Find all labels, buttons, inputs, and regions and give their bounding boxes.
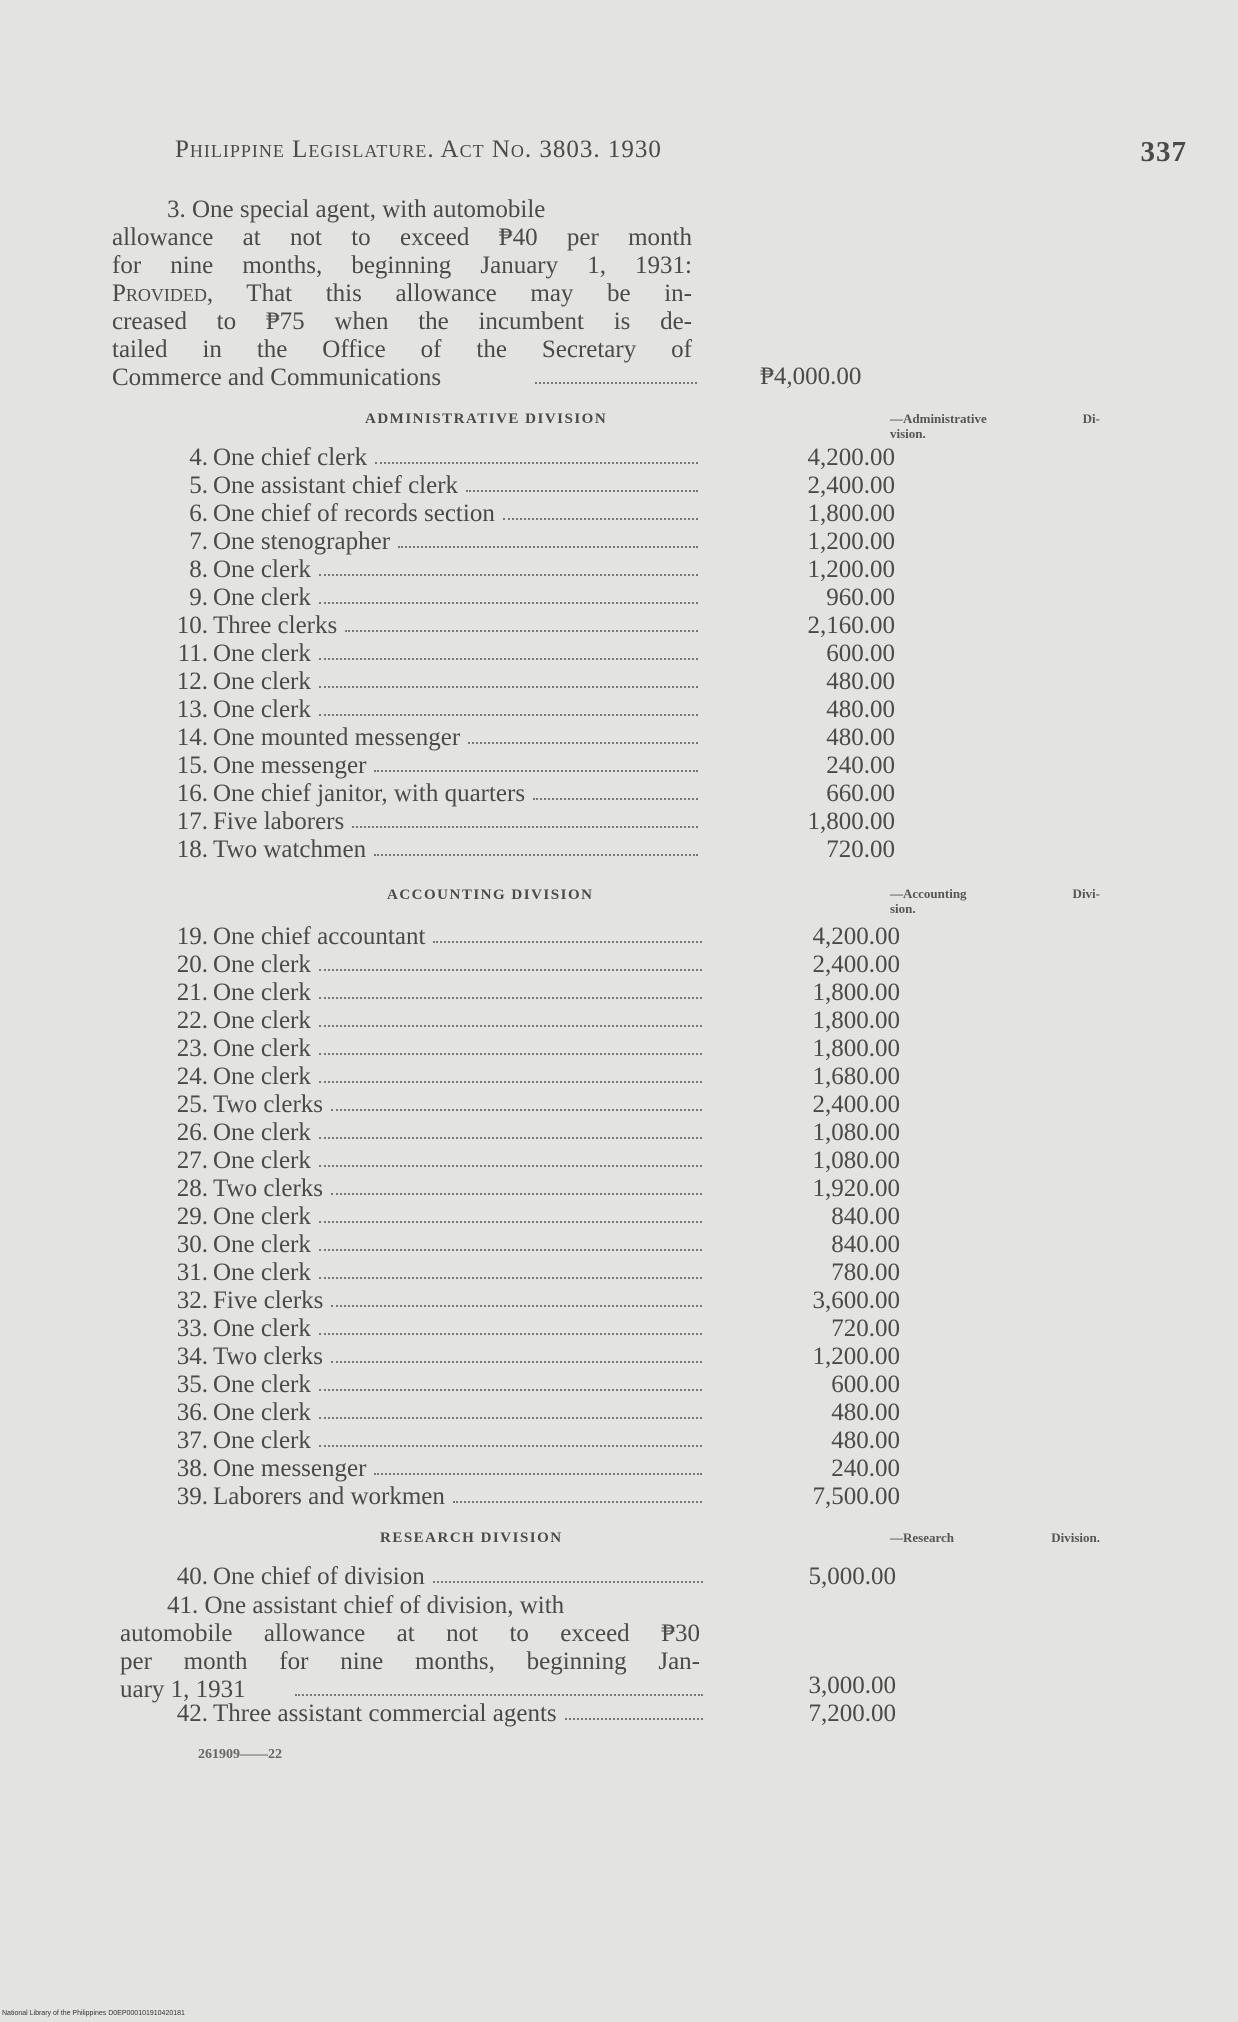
intro-line: allowance at not to exceed ₱40 per month [112, 224, 692, 251]
item-amount: 1,800.00 [812, 979, 900, 1006]
item-amount: 2,160.00 [807, 612, 895, 639]
item-number: 38. [176, 1455, 208, 1482]
intro-line: creased to ₱75 when the incumbent is de- [112, 308, 692, 335]
item41-line: automobile allowance at not to exceed ₱30 [120, 1620, 700, 1647]
item-number: 11. [177, 640, 208, 667]
line-item [150, 780, 900, 808]
item-description: One clerk [213, 584, 311, 611]
item-description: One stenographer [213, 528, 391, 555]
item-amount: 1,800.00 [812, 1007, 900, 1034]
item-number: 31. [176, 1259, 208, 1286]
leader-dots [331, 1305, 702, 1307]
admin-side-note [890, 411, 1100, 441]
line-item [150, 1371, 900, 1399]
line-item [150, 584, 900, 612]
side-note-line: —Research Division. [890, 1530, 1100, 1545]
leader-dots [319, 714, 698, 716]
accounting-side-note [890, 886, 1100, 916]
item-number: 36. [176, 1399, 208, 1426]
item-amount: 1,920.00 [812, 1175, 900, 1202]
item-amount: 4,200.00 [812, 923, 900, 950]
line-item [150, 1175, 900, 1203]
item-description: One mounted messenger [213, 724, 461, 751]
research-side-note [890, 1530, 1100, 1545]
line-item [150, 1119, 900, 1147]
item-description: One clerk [213, 1119, 311, 1146]
line-item [150, 1315, 900, 1343]
item-number: 10. [176, 612, 208, 639]
item-number: 34. [176, 1343, 208, 1370]
leader-dots [319, 574, 698, 576]
leader-dots [565, 1718, 703, 1720]
item-number: 16. [176, 780, 208, 807]
item-description: One assistant chief clerk [213, 472, 459, 499]
item41-amount: 3,000.00 [808, 1672, 896, 1699]
item-description: One clerk [213, 1427, 311, 1454]
item-description: Two watchmen [213, 836, 367, 863]
item-description: Five laborers [213, 808, 345, 835]
line-item [150, 1063, 900, 1091]
line-item [150, 1483, 900, 1511]
scan-credit: National Library of the Philippines D0EP000101910420181 [2, 2010, 185, 2017]
intro-line: for nine months, beginning January 1, 1931: [112, 252, 692, 279]
item-number: 13. [176, 696, 208, 723]
item-amount: 480.00 [831, 1399, 900, 1426]
leader-dots [319, 1417, 702, 1419]
item-amount: 2,400.00 [812, 951, 900, 978]
item-number: 40. [176, 1563, 208, 1590]
item-number: 5. [189, 472, 208, 499]
item-description: One clerk [213, 979, 311, 1006]
item-number: 17. [176, 808, 208, 835]
leader-dots [319, 1249, 702, 1251]
line-item [150, 640, 900, 668]
research-item-40 [150, 1563, 900, 1591]
item-amount: 780.00 [831, 1259, 900, 1286]
item-amount: 240.00 [826, 752, 895, 779]
item-description: One clerk [213, 1315, 311, 1342]
leader-dots [319, 1165, 702, 1167]
item-amount: 1,200.00 [807, 556, 895, 583]
item-amount: 1,200.00 [807, 528, 895, 555]
item-number: 26. [176, 1119, 208, 1146]
leader-dots [468, 742, 698, 744]
item-number: 9. [189, 584, 208, 611]
item-number: 28. [176, 1175, 208, 1202]
item-description: One chief janitor, with quarters [213, 780, 526, 807]
line-item [150, 923, 900, 951]
item41-leader-dots [295, 1694, 703, 1696]
item-description: Three clerks [213, 612, 338, 639]
item-description: One clerk [213, 696, 311, 723]
item-number: 29. [176, 1203, 208, 1230]
item-description: One clerk [213, 1147, 311, 1174]
leader-dots [374, 1473, 702, 1475]
item-description: One clerk [213, 668, 311, 695]
leader-dots [374, 854, 698, 856]
item-description: One clerk [213, 1399, 311, 1426]
item-amount: 960.00 [826, 584, 895, 611]
intro-line: tailed in the Office of the Secretary of [112, 336, 692, 363]
admin-items-list [150, 444, 900, 864]
item-amount: 600.00 [831, 1371, 900, 1398]
item-description: One clerk [213, 1063, 311, 1090]
item-amount: 720.00 [831, 1315, 900, 1342]
leader-dots [533, 798, 698, 800]
line-item [150, 1259, 900, 1287]
item-description: One clerk [213, 1203, 311, 1230]
item-amount: 5,000.00 [808, 1563, 896, 1590]
intro-line: Commerce and Communications [112, 364, 442, 391]
line-item [150, 1427, 900, 1455]
leader-dots [433, 1581, 703, 1583]
side-note-line: vision. [890, 426, 926, 441]
item-description: One clerk [213, 1371, 311, 1398]
line-item [150, 472, 900, 500]
item-amount: 1,680.00 [812, 1063, 900, 1090]
intro-leader-dots [535, 382, 697, 384]
item-description: One chief of division [213, 1563, 425, 1590]
item-description: Five clerks [213, 1287, 324, 1314]
line-item [150, 1231, 900, 1259]
item-description: One clerk [213, 1007, 311, 1034]
item-description: One clerk [213, 640, 311, 667]
item-amount: 840.00 [831, 1231, 900, 1258]
line-item [150, 528, 900, 556]
line-item [150, 1007, 900, 1035]
item-amount: 1,800.00 [812, 1035, 900, 1062]
line-item [150, 1287, 900, 1315]
item-description: One clerk [213, 1231, 311, 1258]
item-number: 21. [176, 979, 208, 1006]
item-number: 32. [176, 1287, 208, 1314]
leader-dots [331, 1109, 702, 1111]
item-amount: 480.00 [831, 1427, 900, 1454]
item-amount: 1,800.00 [807, 500, 895, 527]
item41-line: per month for nine months, beginning Jan- [120, 1648, 700, 1675]
item-description: One messenger [213, 1455, 367, 1482]
item-amount: 480.00 [826, 724, 895, 751]
item-amount: 2,400.00 [812, 1091, 900, 1118]
leader-dots [319, 1053, 702, 1055]
item-description: One chief of records section [213, 500, 495, 527]
item-amount: 480.00 [826, 668, 895, 695]
leader-dots [398, 546, 698, 548]
item-number: 4. [189, 444, 208, 471]
leader-dots [319, 997, 702, 999]
admin-division-heading: ADMINISTRATIVE DIVISION [365, 411, 608, 427]
line-item [150, 1455, 900, 1483]
intro-line: 3. One special agent, with automobile [167, 196, 546, 223]
leader-dots [319, 1389, 702, 1391]
item-amount: 480.00 [826, 696, 895, 723]
line-item [150, 696, 900, 724]
header-title: Philippine Legislature. Act No. 3803. 1930 [175, 136, 662, 163]
item-amount: 1,080.00 [812, 1119, 900, 1146]
research-item-42 [150, 1700, 900, 1728]
item-description: One messenger [213, 752, 367, 779]
line-item [150, 556, 900, 584]
item-number: 35. [176, 1371, 208, 1398]
line-item [150, 951, 900, 979]
item-number: 14. [176, 724, 208, 751]
line-item [150, 1035, 900, 1063]
item-amount: 600.00 [826, 640, 895, 667]
item-amount: 840.00 [831, 1203, 900, 1230]
leader-dots [319, 1137, 702, 1139]
item-number: 33. [176, 1315, 208, 1342]
intro-amount: ₱4,000.00 [760, 363, 862, 390]
leader-dots [466, 490, 698, 492]
leader-dots [319, 969, 702, 971]
intro-line [112, 280, 692, 308]
item-description: Two clerks [213, 1175, 324, 1202]
accounting-items-list [150, 923, 900, 1511]
side-note-line: —Administrative Di- [890, 411, 1100, 426]
line-item [150, 808, 900, 836]
item-number: 42. [176, 1700, 208, 1727]
item-number: 18. [176, 836, 208, 863]
line-item [150, 752, 900, 780]
line-item [150, 836, 900, 864]
item-number: 12. [176, 668, 208, 695]
intro-line-rest: , That this allowance may be in- [206, 280, 692, 307]
leader-dots [319, 658, 698, 660]
page-number: 337 [1140, 136, 1187, 168]
item-number: 25. [176, 1091, 208, 1118]
item-description: One clerk [213, 1259, 311, 1286]
item-number: 23. [176, 1035, 208, 1062]
item-description: One clerk [213, 556, 311, 583]
item-number: 22. [176, 1007, 208, 1034]
leader-dots [375, 462, 698, 464]
running-header [175, 136, 1200, 172]
item-number: 8. [189, 556, 208, 583]
side-note-line: sion. [890, 901, 916, 916]
printer-footnote: 261909——22 [198, 1747, 282, 1762]
item-description: One chief accountant [213, 923, 426, 950]
item-amount: 1,200.00 [812, 1343, 900, 1370]
accounting-division-heading: ACCOUNTING DIVISION [387, 887, 594, 903]
item-description: Two clerks [213, 1091, 324, 1118]
item-number: 24. [176, 1063, 208, 1090]
item-amount: 2,400.00 [807, 472, 895, 499]
item-number: 39. [176, 1483, 208, 1510]
research-item-41 [120, 1592, 700, 1704]
item-description: Laborers and workmen [213, 1483, 445, 1510]
line-item [150, 668, 900, 696]
item-description: One clerk [213, 1035, 311, 1062]
item-amount: 4,200.00 [807, 444, 895, 471]
item-amount: 720.00 [826, 836, 895, 863]
leader-dots [503, 518, 698, 520]
intro-paragraph [112, 196, 692, 392]
leader-dots [352, 826, 698, 828]
line-item [150, 1700, 900, 1728]
item-number: 15. [176, 752, 208, 779]
leader-dots [319, 1445, 702, 1447]
leader-dots [319, 1221, 702, 1223]
leader-dots [453, 1501, 702, 1503]
item-number: 27. [176, 1147, 208, 1174]
item-description: One clerk [213, 951, 311, 978]
item-number: 6. [189, 500, 208, 527]
line-item [150, 724, 900, 752]
leader-dots [319, 1333, 702, 1335]
research-division-heading: RESEARCH DIVISION [380, 1530, 563, 1546]
leader-dots [331, 1193, 702, 1195]
line-item [150, 1343, 900, 1371]
item-amount: 660.00 [826, 780, 895, 807]
line-item [150, 444, 900, 472]
line-item [150, 979, 900, 1007]
side-note-line: —Accounting Divi- [890, 886, 1100, 901]
leader-dots [433, 941, 702, 943]
line-item [150, 1399, 900, 1427]
item-number: 7. [189, 528, 208, 555]
line-item [150, 1563, 900, 1591]
item-description: One chief clerk [213, 444, 368, 471]
item-number: 20. [176, 951, 208, 978]
item-number: 19. [176, 923, 208, 950]
item-number: 37. [176, 1427, 208, 1454]
line-item [150, 500, 900, 528]
item-amount: 1,080.00 [812, 1147, 900, 1174]
item41-line: 41. One assistant chief of division, with [167, 1592, 565, 1619]
item-amount: 240.00 [831, 1455, 900, 1482]
leader-dots [319, 1081, 702, 1083]
line-item [150, 1203, 900, 1231]
leader-dots [319, 1277, 702, 1279]
leader-dots [345, 630, 698, 632]
leader-dots [319, 1025, 702, 1027]
leader-dots [319, 602, 698, 604]
item-number: 30. [176, 1231, 208, 1258]
leader-dots [374, 770, 698, 772]
item-amount: 7,200.00 [808, 1700, 896, 1727]
leader-dots [331, 1361, 702, 1363]
leader-dots [319, 686, 698, 688]
item-amount: 3,600.00 [812, 1287, 900, 1314]
line-item [150, 1091, 900, 1119]
item-description: Three assistant commercial agents [213, 1700, 557, 1727]
item-amount: 7,500.00 [812, 1483, 900, 1510]
item-amount: 1,800.00 [807, 808, 895, 835]
provided-label: Provided [112, 280, 207, 307]
item41-line: uary 1, 1931 [120, 1676, 246, 1703]
item-description: Two clerks [213, 1343, 324, 1370]
line-item [150, 1147, 900, 1175]
line-item [150, 612, 900, 640]
